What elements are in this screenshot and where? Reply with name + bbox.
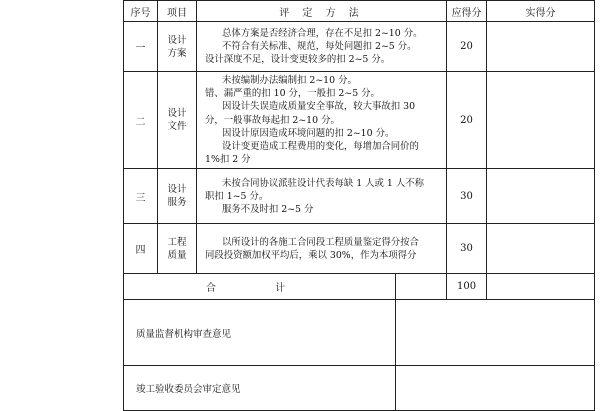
row-item-line: 设计 — [167, 34, 187, 46]
total-blank-cell — [396, 274, 447, 300]
criteria-line: 同段投资额加权平均后，乘以 30%，作为本项得分 — [205, 249, 417, 261]
criteria-line: 分，一般事故每起扣 2~10 分。 — [205, 114, 340, 126]
criteria-line: 以所设计的各施工合同段工程质量鉴定得分按合 — [222, 236, 419, 248]
criteria-line: 设计变更造成工程费用的变化，每增加合同价的 — [222, 141, 419, 153]
criteria-line: 不符合有关标准、规范，每处问题扣 2~5 分。 — [222, 40, 417, 52]
criteria-line: 1%扣 2 分 — [205, 154, 251, 166]
row-item-line: 质量 — [167, 249, 187, 261]
row-item-line: 设计 — [167, 108, 187, 120]
header-due-score: 应得分 — [447, 1, 487, 22]
review-label: 质量监督机构审查意见 — [124, 300, 396, 366]
header-actual-score: 实得分 — [487, 1, 595, 22]
row-criteria — [197, 169, 447, 224]
row-due-score: 20 — [447, 22, 487, 72]
review-row-acceptance — [124, 366, 595, 411]
row-actual-score-cell[interactable] — [487, 224, 595, 274]
row-item — [158, 72, 197, 169]
row-item-line: 文件 — [167, 121, 187, 133]
table-row-project-quality — [124, 224, 595, 274]
table-row-design-plan — [124, 22, 595, 72]
design-evaluation-table — [123, 0, 595, 411]
total-actual-score-cell[interactable] — [487, 274, 595, 300]
criteria-line: 未按编制办法编制扣 2~10 分。 — [222, 75, 357, 86]
row-criteria — [197, 224, 447, 274]
criteria-line: 因设计原因造成环境问题的扣 2~10 分。 — [222, 127, 395, 139]
row-seq: 一 — [124, 22, 158, 72]
row-item-line: 设计 — [167, 184, 187, 196]
total-row — [124, 274, 595, 300]
criteria-line: 未按合同协议派驻设计代表每缺 1 人或 1 人不称 — [222, 177, 424, 189]
criteria-line: 职扣 1~5 分。 — [205, 190, 269, 202]
total-label: 合 计 — [124, 274, 396, 300]
row-due-score: 30 — [447, 224, 487, 274]
row-criteria — [197, 22, 447, 72]
criteria-line: 总体方案是否经济合理，存在不足扣 2~10 分。 — [222, 27, 423, 39]
review-label: 竣工验收委员会审定意见 — [124, 366, 396, 411]
review-row-supervision — [124, 300, 595, 366]
header-row — [124, 1, 595, 22]
row-actual-score-cell[interactable] — [487, 72, 595, 169]
row-seq: 四 — [124, 224, 158, 274]
criteria-line: 服务不及时扣 2~5 分 — [222, 204, 314, 216]
row-seq: 三 — [124, 169, 158, 224]
row-actual-score-cell[interactable] — [487, 169, 595, 224]
row-item-line: 服务 — [167, 197, 187, 209]
row-item — [158, 22, 197, 72]
row-due-score: 30 — [447, 169, 487, 224]
review-opinion-cell[interactable] — [396, 366, 595, 411]
header-seq: 序号 — [124, 1, 158, 22]
table-row-design-docs — [124, 72, 595, 169]
criteria-line: 因设计失误造成质量安全事故，较大事故扣 30 — [222, 101, 416, 113]
header-method — [197, 1, 447, 22]
header-item: 项目 — [158, 1, 197, 22]
row-actual-score-cell[interactable] — [487, 22, 595, 72]
row-item-line: 工程 — [167, 236, 187, 248]
review-opinion-cell[interactable] — [396, 300, 595, 366]
table-row-design-service — [124, 169, 595, 224]
criteria-line: 设计深度不足，设计变更较多的扣 2~5 分。 — [205, 54, 391, 66]
row-item — [158, 169, 197, 224]
criteria-line: 错、漏严重的扣 10 分，一般扣 2~5 分。 — [205, 88, 380, 100]
row-item-line: 方案 — [167, 47, 187, 59]
row-seq: 二 — [124, 72, 158, 169]
row-item — [158, 224, 197, 274]
total-score: 100 — [447, 274, 487, 300]
header-method-text: 评 定 方 法 — [279, 7, 364, 19]
row-due-score: 20 — [447, 72, 487, 169]
row-criteria — [197, 72, 447, 169]
